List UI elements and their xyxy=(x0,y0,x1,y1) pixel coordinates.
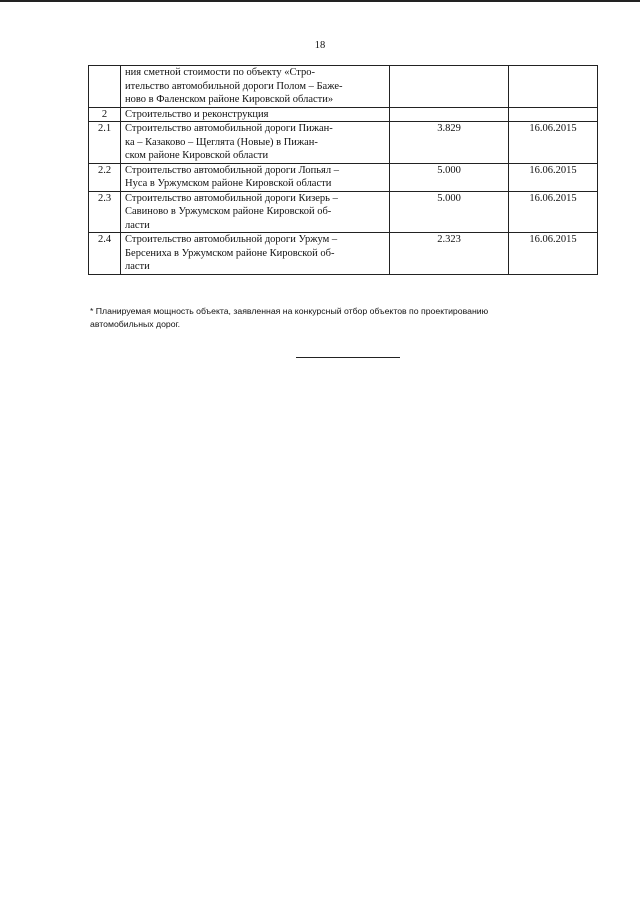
table-row xyxy=(89,122,598,164)
object-name-line: Строительство автомобильной дороги Кизерь – xyxy=(125,192,338,204)
table-row xyxy=(89,191,598,233)
object-date: 16.06.2015 xyxy=(509,122,598,164)
section-title xyxy=(121,107,390,122)
object-name-line: ском районе Кировской области xyxy=(125,150,269,161)
object-date: 16.06.2015 xyxy=(509,233,598,275)
objects-table xyxy=(88,65,598,275)
object-name xyxy=(121,233,390,275)
row-number: 2.2 xyxy=(89,163,121,191)
object-name-line: ка – Казаково – Щеглята (Новые) в Пижан- xyxy=(125,136,318,148)
table-row xyxy=(89,107,598,122)
object-name-line: Строительство автомобильной дороги Пижан- xyxy=(125,123,333,134)
object-name-line: Савиново в Уржумском районе Кировской об- xyxy=(125,206,332,217)
object-capacity: 2.323 xyxy=(390,233,509,275)
end-divider-line xyxy=(296,357,400,358)
object-name xyxy=(121,122,390,164)
footnote-line: автомобильных дорог. xyxy=(90,319,181,329)
object-capacity xyxy=(390,107,509,122)
object-date xyxy=(509,107,598,122)
top-border-line xyxy=(0,0,640,2)
object-name xyxy=(121,191,390,233)
row-number: 2.1 xyxy=(89,122,121,164)
object-name-line: Строительство и реконструкция xyxy=(125,108,269,120)
object-capacity xyxy=(390,66,509,108)
page-number: 18 xyxy=(314,40,326,51)
object-name xyxy=(121,163,390,191)
object-date: 16.06.2015 xyxy=(509,163,598,191)
object-capacity: 5.000 xyxy=(390,163,509,191)
table-row xyxy=(89,233,598,275)
table-row xyxy=(89,66,598,108)
object-name-line: Строительство автомобильной дороги Уржум – xyxy=(125,234,338,245)
object-capacity: 5.000 xyxy=(390,191,509,233)
row-number: 2 xyxy=(89,107,121,122)
object-name-line: Берсениха в Уржумском районе Кировской об- xyxy=(125,247,335,259)
row-number: 2.4 xyxy=(89,233,121,275)
object-name-line: ласти xyxy=(125,219,150,231)
object-date: 16.06.2015 xyxy=(509,191,598,233)
object-name-line: ласти xyxy=(125,261,150,272)
object-name xyxy=(121,66,390,108)
object-name-line: Строительство автомобильной дороги Лопьял – xyxy=(125,164,339,176)
object-name-line: ния сметной стоимости по объекту «Стро- xyxy=(125,67,316,78)
row-number xyxy=(89,66,121,108)
object-capacity: 3.829 xyxy=(390,122,509,164)
footnote xyxy=(90,305,600,331)
object-name-line: ительство автомобильной дороги Полом – Баже- xyxy=(125,80,343,92)
object-name-line: Нуса в Уржумском районе Кировской области xyxy=(125,178,332,189)
object-date xyxy=(509,66,598,108)
row-number: 2.3 xyxy=(89,191,121,233)
footnote-line: * Планируемая мощность объекта, заявленная на конкурсный отбор объектов по проектированию xyxy=(90,306,489,316)
table-row xyxy=(89,163,598,191)
object-name-line: ново в Фаленском районе Кировской области» xyxy=(125,94,334,105)
